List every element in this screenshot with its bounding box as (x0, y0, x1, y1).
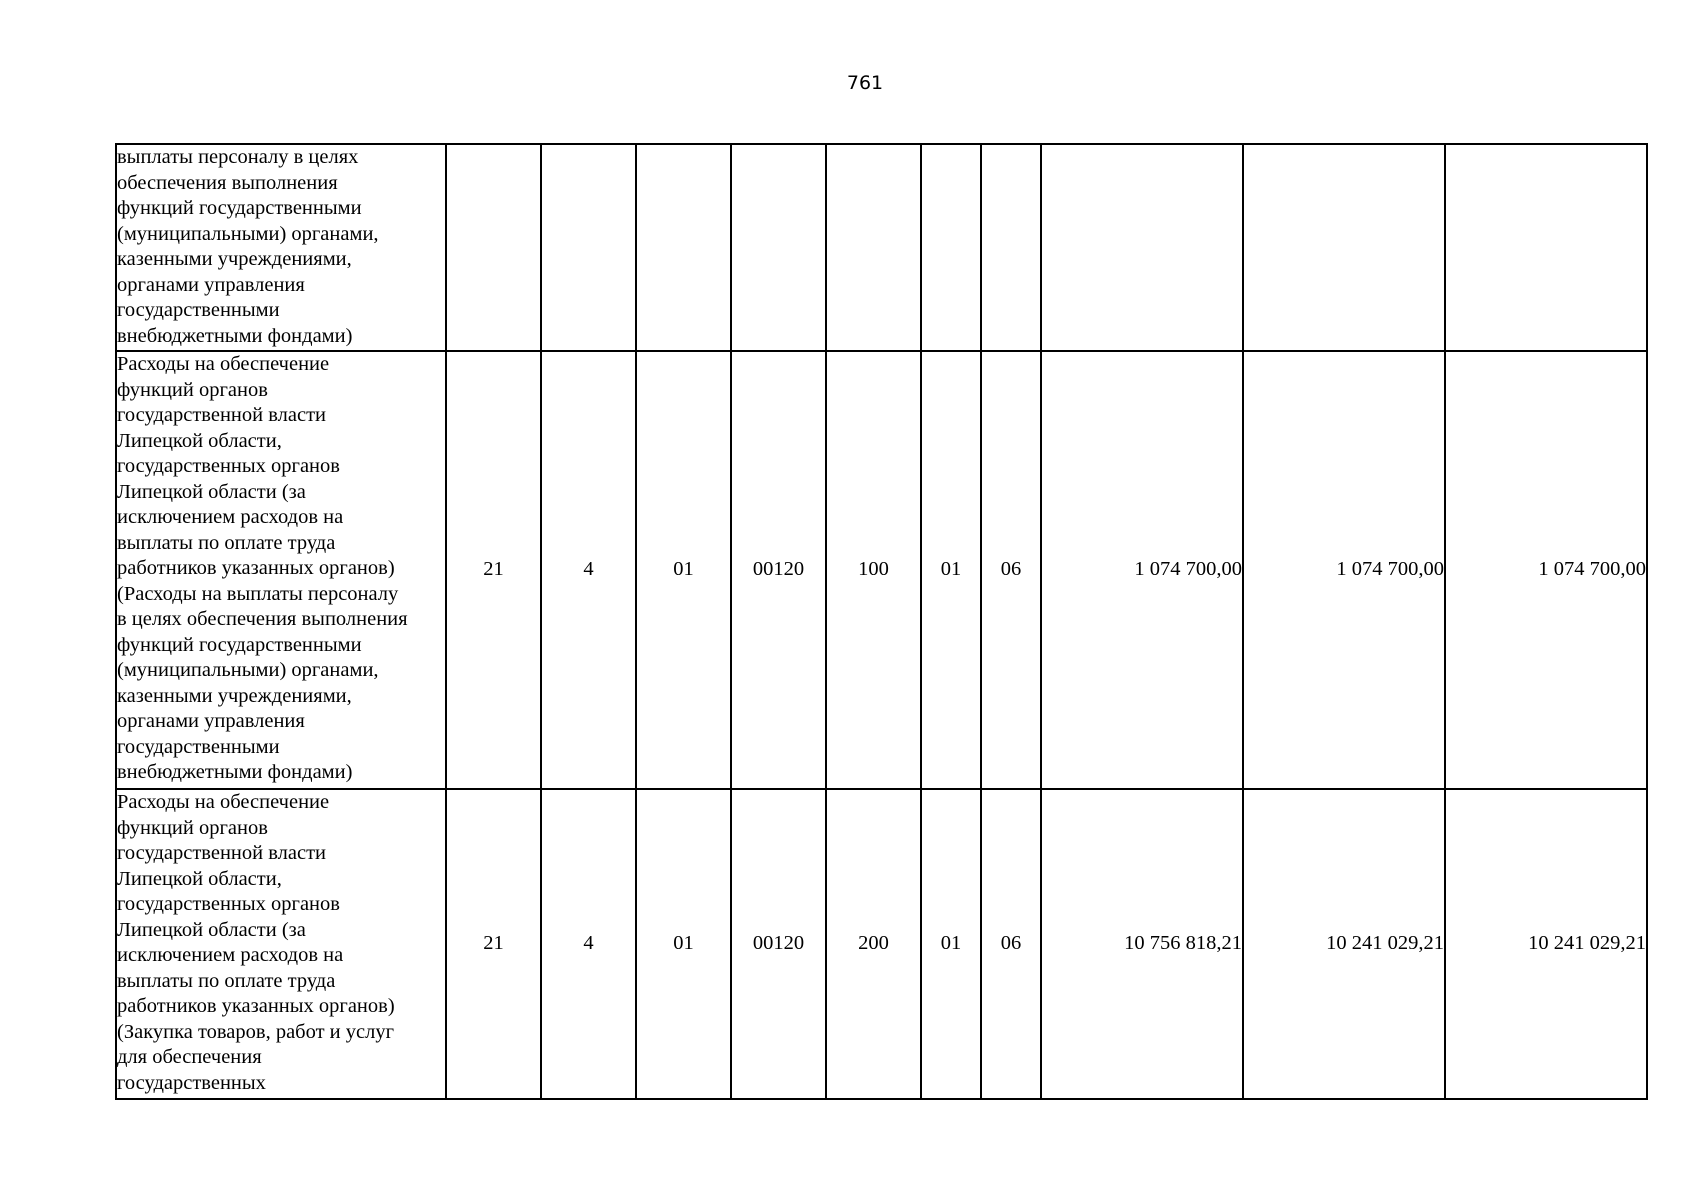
amount-cell: 1 074 700,00 (1243, 351, 1445, 789)
code-cell: 4 (541, 351, 636, 789)
code-cell: 21 (446, 351, 541, 789)
amount-cell (1445, 144, 1647, 351)
code-cell (921, 144, 981, 351)
amount-cell: 1 074 700,00 (1041, 351, 1243, 789)
code-cell: 06 (981, 789, 1041, 1099)
amount-cell: 1 074 700,00 (1445, 351, 1647, 789)
code-cell: 06 (981, 351, 1041, 789)
code-cell (541, 144, 636, 351)
code-cell: 100 (826, 351, 921, 789)
page-number: 761 (846, 72, 884, 94)
code-cell: 200 (826, 789, 921, 1099)
amount-cell: 10 241 029,21 (1445, 789, 1647, 1099)
code-cell (826, 144, 921, 351)
code-cell (636, 144, 731, 351)
code-cell: 01 (636, 351, 731, 789)
table-row (116, 789, 1647, 1099)
code-cell (446, 144, 541, 351)
code-cell: 21 (446, 789, 541, 1099)
code-cell: 01 (921, 351, 981, 789)
table-row (116, 351, 1647, 789)
code-cell: 4 (541, 789, 636, 1099)
code-cell: 00120 (731, 789, 826, 1099)
row-description: выплаты персоналу в целях обеспечения выполнения функций государственными (муниципальными) органами, казенными учреждениями, органами управления государственными внебюджетными фондами) (116, 144, 446, 351)
row-description: Расходы на обеспечение функций органов государственной власти Липецкой области, государственных органов Липецкой области (за исключением расходов на выплаты по оплате труда работников указанных органов) (Расходы на выплаты персоналу в целях обеспечения выполнения функций государственными (муниципальными) органами, казенными учреждениями, органами управления государственными внебюджетными фондами) (116, 351, 446, 789)
code-cell (731, 144, 826, 351)
budget-table (115, 143, 1648, 1100)
row-description: Расходы на обеспечение функций органов государственной власти Липецкой области, государственных органов Липецкой области (за исключением расходов на выплаты по оплате труда работников указанных органов) (Закупка товаров, работ и услуг для обеспечения государственных (116, 789, 446, 1099)
code-cell (981, 144, 1041, 351)
code-cell: 01 (636, 789, 731, 1099)
amount-cell: 10 756 818,21 (1041, 789, 1243, 1099)
amount-cell (1243, 144, 1445, 351)
amount-cell: 10 241 029,21 (1243, 789, 1445, 1099)
table-row (116, 144, 1647, 351)
code-cell: 01 (921, 789, 981, 1099)
amount-cell (1041, 144, 1243, 351)
code-cell: 00120 (731, 351, 826, 789)
